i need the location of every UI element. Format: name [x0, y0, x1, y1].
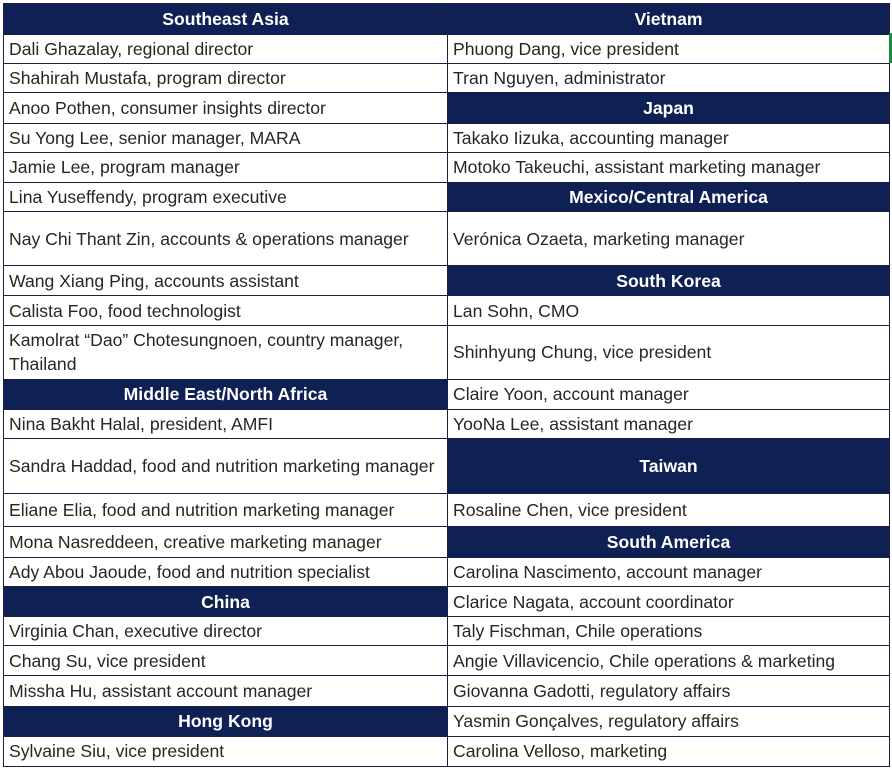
region-header-south-korea[interactable]: South Korea: [448, 266, 890, 296]
staff-directory-table: [3, 3, 890, 767]
table-cell[interactable]: Virginia Chan, executive director: [4, 617, 448, 646]
region-header-hong-kong[interactable]: Hong Kong: [4, 706, 448, 736]
region-header-middle-east-north-africa[interactable]: Middle East/North Africa: [4, 379, 448, 409]
table-cell[interactable]: Jamie Lee, program manager: [4, 152, 448, 182]
table-cell[interactable]: Kamolrat “Dao” Chotesungnoen, country manager, Thailand: [4, 325, 448, 379]
table-cell[interactable]: Giovanna Gadotti, regulatory affairs: [448, 676, 890, 706]
table-cell[interactable]: Takako Iizuka, accounting manager: [448, 123, 890, 152]
table-cell[interactable]: Nay Chi Thant Zin, accounts & operations manager: [4, 212, 448, 266]
table-cell[interactable]: Verónica Ozaeta, marketing manager: [448, 212, 890, 266]
table-cell[interactable]: Anoo Pothen, consumer insights director: [4, 93, 448, 123]
table-cell[interactable]: Mona Nasreddeen, creative marketing manager: [4, 526, 448, 557]
region-header-south-america[interactable]: South America: [448, 526, 890, 557]
table-cell[interactable]: Motoko Takeuchi, assistant marketing manager: [448, 152, 890, 182]
table-cell[interactable]: Sylvaine Siu, vice president: [4, 736, 448, 766]
table-cell[interactable]: Dali Ghazalay, regional director: [4, 35, 448, 64]
table-cell[interactable]: Tran Nguyen, administrator: [448, 64, 890, 93]
region-header-china[interactable]: China: [4, 586, 448, 616]
table-cell[interactable]: Su Yong Lee, senior manager, MARA: [4, 123, 448, 152]
table-cell[interactable]: Ady Abou Jaoude, food and nutrition specialist: [4, 557, 448, 586]
table-cell[interactable]: Lina Yuseffendy, program executive: [4, 182, 448, 211]
table-cell[interactable]: Eliane Elia, food and nutrition marketing manager: [4, 494, 448, 526]
region-header-vietnam[interactable]: Vietnam: [448, 4, 890, 35]
table-cell[interactable]: Missha Hu, assistant account manager: [4, 676, 448, 706]
region-header-taiwan[interactable]: Taiwan: [448, 439, 890, 494]
table-cell[interactable]: Wang Xiang Ping, accounts assistant: [4, 266, 448, 296]
region-header-southeast-asia[interactable]: Southeast Asia: [4, 4, 448, 35]
table-cell[interactable]: Angie Villavicencio, Chile operations & marketing: [448, 646, 890, 676]
table-cell[interactable]: Clarice Nagata, account coordinator: [448, 586, 890, 616]
table-cell[interactable]: Taly Fischman, Chile operations: [448, 617, 890, 646]
table-cell[interactable]: Phuong Dang, vice president: [448, 35, 890, 64]
region-header-japan[interactable]: Japan: [448, 93, 890, 123]
table-cell[interactable]: Nina Bakht Halal, president, AMFI: [4, 410, 448, 439]
table-cell[interactable]: Lan Sohn, CMO: [448, 296, 890, 325]
table-cell[interactable]: Shahirah Mustafa, program director: [4, 64, 448, 93]
table-cell[interactable]: Yasmin Gonçalves, regulatory affairs: [448, 706, 890, 736]
table-cell[interactable]: Chang Su, vice president: [4, 646, 448, 676]
table-cell[interactable]: Rosaline Chen, vice president: [448, 494, 890, 526]
table-cell[interactable]: Carolina Velloso, marketing: [448, 736, 890, 766]
table-cell[interactable]: Shinhyung Chung, vice president: [448, 325, 890, 379]
table-cell[interactable]: Sandra Haddad, food and nutrition marketing manager: [4, 439, 448, 494]
table-cell[interactable]: Claire Yoon, account manager: [448, 379, 890, 409]
region-header-mexico-central-america[interactable]: Mexico/Central America: [448, 182, 890, 211]
table-cell[interactable]: YooNa Lee, assistant manager: [448, 410, 890, 439]
table-cell[interactable]: Calista Foo, food technologist: [4, 296, 448, 325]
table-cell[interactable]: Carolina Nascimento, account manager: [448, 557, 890, 586]
